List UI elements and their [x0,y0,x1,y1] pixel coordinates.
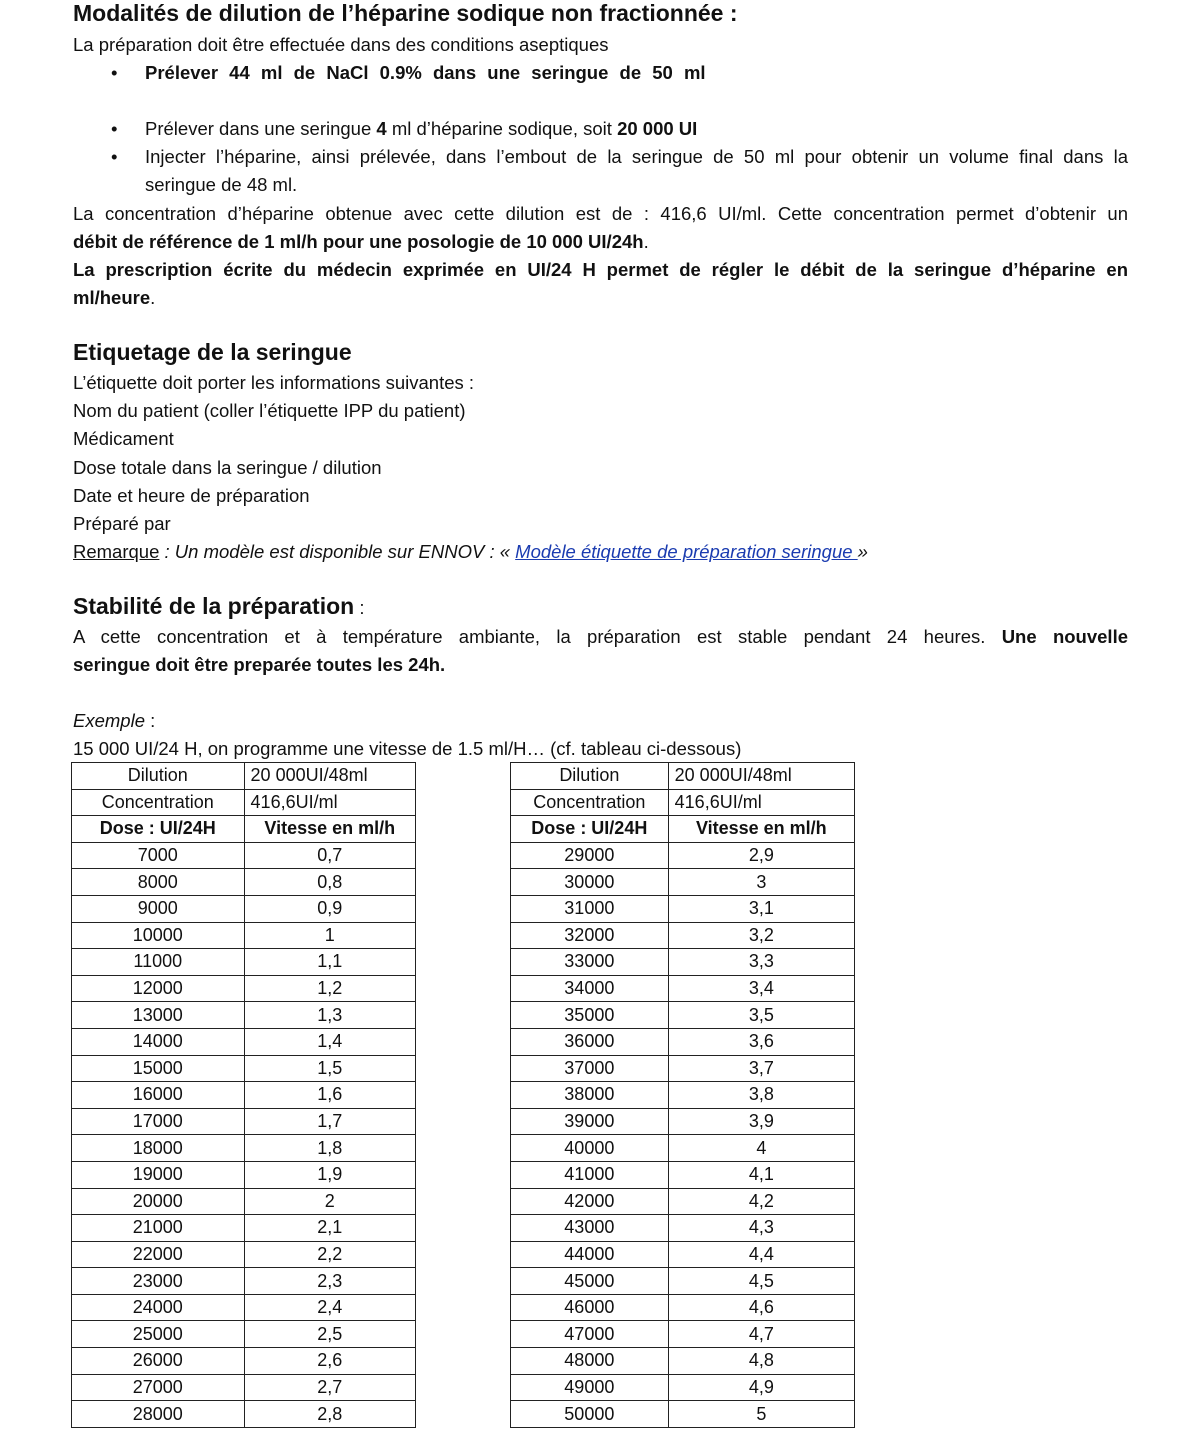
speed-cell: 1,8 [244,1135,415,1162]
labeling-line: L’étiquette doit porter les informations suivantes : [73,372,475,393]
dilution-label: Dilution [511,763,669,790]
speed-cell: 2,2 [244,1241,415,1268]
table-row [72,895,416,922]
dose-cell: 35000 [511,1002,669,1029]
speed-cell: 1 [244,922,415,949]
section-title-suffix: : [354,597,365,618]
table-header-row [511,816,855,843]
dose-cell: 22000 [72,1241,245,1268]
bullet-text-line: seringue de 48 ml. [145,174,298,195]
dose-cell: 10000 [72,922,245,949]
speed-cell: 1,4 [244,1028,415,1055]
dose-cell: 32000 [511,922,669,949]
speed-cell: 1,5 [244,1055,415,1082]
prescription-text-line2 [73,284,155,312]
column-header-speed: Vitesse en ml/h [668,816,854,843]
bullet-text-bold: 4 [376,118,387,139]
speed-cell: 0,7 [244,842,415,869]
dose-cell: 44000 [511,1241,669,1268]
section-title-text: Stabilité de la préparation [73,593,355,619]
bullet-text-line: Injecter l’héparine, ainsi prélevée, dans l’embout de la seringue de 50 ml pour obtenir un volume final dans la [145,146,1128,167]
dose-cell: 19000 [72,1161,245,1188]
concentration-label: Concentration [511,789,669,816]
dose-cell: 25000 [72,1321,245,1348]
remark-text: : Un modèle est disponible sur ENNOV : « [159,541,516,562]
text: : [144,710,156,731]
dose-cell: 7000 [72,842,245,869]
dilution-row [72,763,416,790]
concentration-value: 416,6UI/ml [244,789,415,816]
ennov-model-link[interactable]: Modèle étiquette de préparation seringue [515,541,858,562]
dose-cell: 47000 [511,1321,669,1348]
bullet-dot: • [111,146,118,167]
speed-cell: 2,1 [244,1215,415,1242]
table-row [72,1135,416,1162]
dose-cell: 11000 [72,949,245,976]
speed-cell: 1,9 [244,1161,415,1188]
speed-cell: 3,4 [668,975,854,1002]
dose-cell: 45000 [511,1268,669,1295]
table-row [511,869,855,896]
table-row [511,1028,855,1055]
dilution-value: 20 000UI/48ml [244,763,415,790]
table-row [72,1401,416,1428]
intro-text: La préparation doit être effectuée dans des conditions aseptiques [73,34,609,55]
speed-cell: 1,7 [244,1108,415,1135]
speed-cell: 3,2 [668,922,854,949]
remark-text: » [857,541,868,562]
speed-cell: 5 [668,1401,854,1428]
speed-cell: 3 [668,869,854,896]
dose-cell: 9000 [72,895,245,922]
bullet-text-part: Prélever dans une seringue [145,118,377,139]
speed-cell: 1,6 [244,1082,415,1109]
table-row [72,1108,416,1135]
bullet-text [145,143,1128,199]
concentration-value: 416,6UI/ml [668,789,854,816]
dilution-value: 20 000UI/48ml [668,763,854,790]
dose-cell: 36000 [511,1028,669,1055]
table-row [72,1294,416,1321]
speed-cell: 4,1 [668,1161,854,1188]
column-header-dose: Dose : UI/24H [511,816,669,843]
speed-cell: 4 [668,1135,854,1162]
speed-cell: 2,5 [244,1321,415,1348]
table-row [72,1028,416,1055]
bold-text: Une nouvelle [985,626,1129,647]
table-row [511,1161,855,1188]
speed-cell: 0,9 [244,895,415,922]
dose-cell: 21000 [72,1215,245,1242]
labeling-line: Dose totale dans la seringue / dilution [73,457,382,478]
table-row [72,975,416,1002]
speed-cell: 4,5 [668,1268,854,1295]
dose-cell: 48000 [511,1348,669,1375]
speed-cell: 1,1 [244,949,415,976]
column-header-speed: Vitesse en ml/h [244,816,415,843]
speed-cell: 3,1 [668,895,854,922]
text: A cette concentration et à température ambiante, la préparation est stable pendant 24 heures. [73,626,986,647]
table-row [511,1321,855,1348]
stability-line2: seringue doit être preparée toutes les 24h. [73,654,446,675]
table-row [72,1374,416,1401]
speed-cell: 3,8 [668,1082,854,1109]
dose-table-right [510,762,855,1428]
speed-cell: 2 [244,1188,415,1215]
dose-cell: 8000 [72,869,245,896]
speed-cell: 3,3 [668,949,854,976]
bullet-text-part: ml d’héparine sodique, soit [386,118,618,139]
dose-cell: 46000 [511,1294,669,1321]
speed-cell: 4,3 [668,1215,854,1242]
bullet-text-bold: 20 000 UI [617,118,698,139]
table-row [511,1055,855,1082]
dose-cell: 33000 [511,949,669,976]
example-label-text: Exemple [73,710,145,731]
dose-cell: 28000 [72,1401,245,1428]
dose-cell: 30000 [511,869,669,896]
bullet-dot: • [111,118,118,139]
prescription-text-line1: La prescription écrite du médecin exprimée en UI/24 H permet de régler le débit de la seringue d’héparine en [73,259,1128,280]
speed-cell: 4,8 [668,1348,854,1375]
dose-cell: 37000 [511,1055,669,1082]
concentration-text-line2 [73,228,649,256]
table-row [72,949,416,976]
table-header-row [72,816,416,843]
text: . [150,287,156,308]
speed-cell: 2,8 [244,1401,415,1428]
dose-cell: 13000 [72,1002,245,1029]
table-row [72,1055,416,1082]
dose-cell: 17000 [72,1108,245,1135]
speed-cell: 2,9 [668,842,854,869]
table-row [72,1215,416,1242]
concentration-row [72,789,416,816]
speed-cell: 4,7 [668,1321,854,1348]
speed-cell: 4,9 [668,1374,854,1401]
speed-cell: 3,5 [668,1002,854,1029]
table-row [511,1215,855,1242]
dose-cell: 14000 [72,1028,245,1055]
speed-cell: 3,9 [668,1108,854,1135]
speed-cell: 4,4 [668,1241,854,1268]
table-row [511,1374,855,1401]
section-title-dilution: Modalités de dilution de l’héparine sodique non fractionnée : [73,0,738,26]
table-row [72,922,416,949]
concentration-label: Concentration [72,789,245,816]
table-row [72,869,416,896]
dose-cell: 40000 [511,1135,669,1162]
bold-text: ml/heure [73,287,151,308]
column-header-dose: Dose : UI/24H [72,816,245,843]
speed-cell: 2,6 [244,1348,415,1375]
dilution-row [511,763,855,790]
speed-cell: 3,7 [668,1055,854,1082]
dose-cell: 49000 [511,1374,669,1401]
dose-cell: 23000 [72,1268,245,1295]
table-row [511,949,855,976]
section-title-labeling: Etiquetage de la seringue [73,339,352,365]
dose-table-left [71,762,416,1428]
table-row [72,1268,416,1295]
table-row [511,922,855,949]
labeling-line: Nom du patient (coller l’étiquette IPP du patient) [73,400,466,421]
table-row [72,842,416,869]
speed-cell: 1,3 [244,1002,415,1029]
dose-cell: 29000 [511,842,669,869]
table-row [511,975,855,1002]
table-row [511,1241,855,1268]
speed-cell: 2,4 [244,1294,415,1321]
dose-cell: 12000 [72,975,245,1002]
table-row [511,1294,855,1321]
example-label [73,707,155,735]
dose-cell: 24000 [72,1294,245,1321]
labeling-line: Date et heure de préparation [73,485,310,506]
dose-cell: 18000 [72,1135,245,1162]
speed-cell: 3,6 [668,1028,854,1055]
dose-cell: 20000 [72,1188,245,1215]
dose-cell: 41000 [511,1161,669,1188]
section-title-stability [73,593,364,622]
table-row [72,1082,416,1109]
table-row [72,1321,416,1348]
dose-cell: 15000 [72,1055,245,1082]
table-row [511,1082,855,1109]
speed-cell: 1,2 [244,975,415,1002]
stability-line1 [73,623,1128,651]
table-row [72,1002,416,1029]
table-row [511,1108,855,1135]
table-row [72,1241,416,1268]
table-row [511,1002,855,1029]
concentration-row [511,789,855,816]
table-row [511,1268,855,1295]
labeling-line: Médicament [73,428,174,449]
dose-cell: 34000 [511,975,669,1002]
speed-cell: 0,8 [244,869,415,896]
table-row [72,1161,416,1188]
speed-cell: 4,2 [668,1188,854,1215]
remark-label: Remarque [73,541,160,562]
dose-cell: 31000 [511,895,669,922]
dose-cell: 50000 [511,1401,669,1428]
example-text: 15 000 UI/24 H, on programme une vitesse de 1.5 ml/H… (cf. tableau ci-dessous) [73,738,742,759]
text: . [643,231,649,252]
table-row [72,1188,416,1215]
dilution-label: Dilution [72,763,245,790]
table-row [511,1401,855,1428]
concentration-text-line1: La concentration d’héparine obtenue avec cette dilution est de : 416,6 UI/ml. Cette concentration permet d’obtenir un [73,203,1128,224]
table-row [72,1348,416,1375]
speed-cell: 4,6 [668,1294,854,1321]
bold-text: débit de référence de 1 ml/h pour une posologie de 10 000 UI/24h [73,231,644,252]
speed-cell: 2,3 [244,1268,415,1295]
dose-cell: 16000 [72,1082,245,1109]
table-row [511,1135,855,1162]
table-row [511,1348,855,1375]
dose-cell: 27000 [72,1374,245,1401]
dose-cell: 42000 [511,1188,669,1215]
table-row [511,895,855,922]
labeling-line: Préparé par [73,513,171,534]
table-row [511,842,855,869]
dose-cell: 39000 [511,1108,669,1135]
remark-line [73,538,868,566]
dose-cell: 38000 [511,1082,669,1109]
bullet-dot: • [111,62,118,83]
bullet-text [145,115,1128,143]
speed-cell: 2,7 [244,1374,415,1401]
bullet-text: Prélever 44 ml de NaCl 0.9% dans une seringue de 50 ml [145,62,706,83]
dose-cell: 43000 [511,1215,669,1242]
dose-cell: 26000 [72,1348,245,1375]
table-row [511,1188,855,1215]
